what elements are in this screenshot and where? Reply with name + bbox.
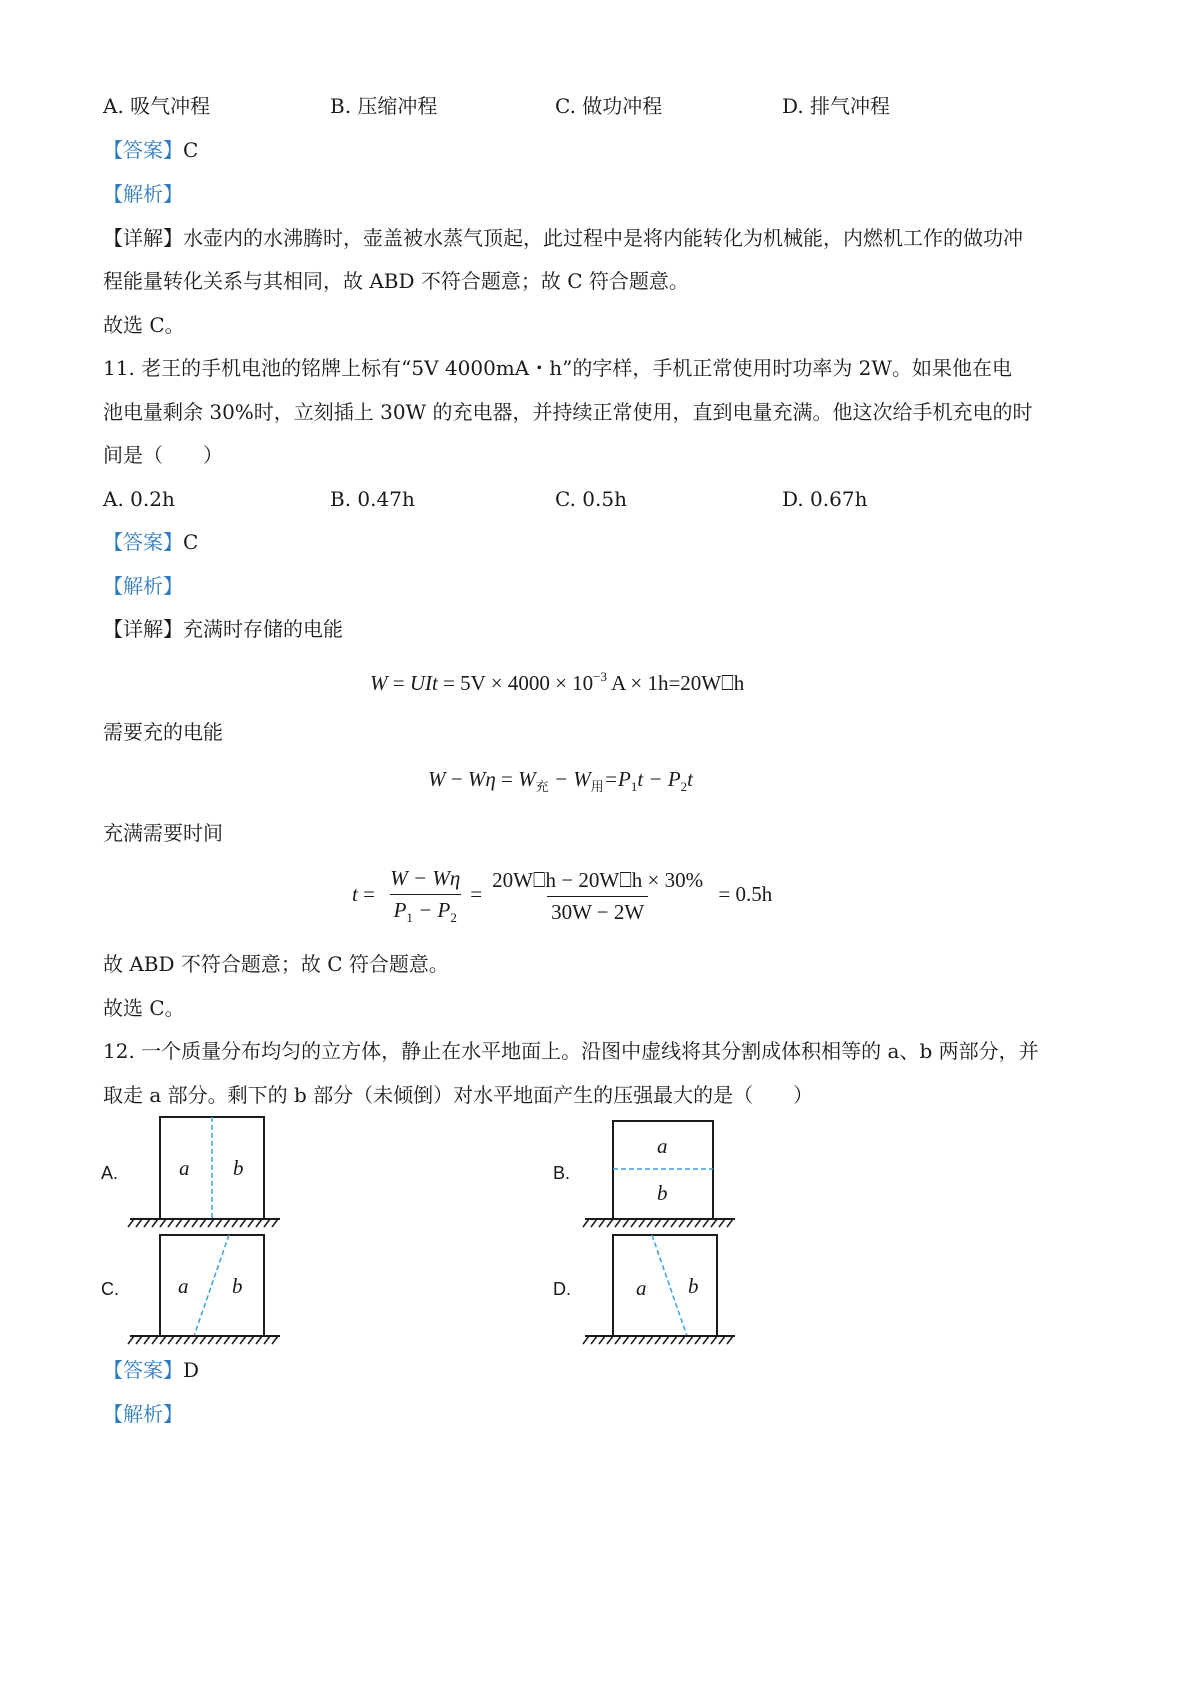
q11-detail: 【详解】充满时存储的电能 [103, 617, 343, 641]
part-b-label: b [657, 1181, 668, 1205]
q10-option-d: D. 排气冲程 [782, 94, 891, 118]
q10-conclusion: 故选 C。 [103, 313, 185, 337]
q11-option-d: D. 0.67h [782, 487, 868, 511]
equation-stored-energy: W = UIt = $5V \times 4000 \times 10^{-3}$ A × 1h=20W⎕h [370, 669, 745, 695]
q11-option-a: A. 0.2h [103, 487, 175, 511]
answer-value: C [183, 530, 199, 554]
answer-value: D [183, 1358, 200, 1382]
equation-needed-energy: $W - W\eta = W_充 - W_用=P_1t - P_2t$ [428, 767, 693, 794]
figure-c-label: C. [101, 1279, 119, 1299]
q11-answer [103, 529, 198, 555]
q12-analysis-tag: 【解析】 [103, 1402, 183, 1426]
q10-detail-line2: 程能量转化关系与其相同，故 ABD 不符合题意；故 C 符合题意。 [103, 269, 689, 293]
q12-answer [103, 1357, 199, 1383]
q12-stem-line2: 取走 a 部分。剩下的 b 部分（未倾倒）对水平地面产生的压强最大的是（ ） [103, 1083, 814, 1107]
part-a-label: a [178, 1274, 189, 1298]
q11-conclusion2: 故选 C。 [103, 996, 185, 1020]
q10-answer [103, 137, 198, 163]
q10-option-c: C. 做功冲程 [555, 94, 663, 118]
q11-analysis-tag: 【解析】 [103, 574, 183, 598]
answer-value: C [183, 138, 199, 162]
q10-detail-line1: 【详解】水壶内的水沸腾时，壶盖被水蒸气顶起，此过程中是将内能转化为机械能，内燃机工作的做功冲 [103, 226, 1023, 250]
part-b-label: b [232, 1274, 243, 1298]
part-b-label: b [233, 1156, 244, 1180]
q11-stem-line2: 池电量剩余 30%时，立刻插上 30W 的充电器，并持续正常使用，直到电量充满。他这次给手机充电的时 [103, 400, 1033, 424]
figure-b-cube [580, 1112, 740, 1232]
detail-tag: 【详解】 [103, 617, 183, 641]
figure-a-cube [125, 1112, 285, 1232]
q12-stem-line1: 12. 一个质量分布均匀的立方体，静止在水平地面上。沿图中虚线将其分割成体积相等的 a、b 两部分，并 [103, 1039, 1039, 1063]
q10-option-a: A. 吸气冲程 [103, 94, 211, 118]
q11-time-text: 充满需要时间 [103, 821, 223, 845]
figure-d-cube [580, 1228, 740, 1348]
detail-tag: 【详解】 [103, 226, 183, 250]
q11-need-text: 需要充的电能 [103, 720, 223, 744]
q11-option-c: C. 0.5h [555, 487, 627, 511]
figure-d-label: D. [553, 1279, 571, 1299]
part-a-label: a [179, 1156, 190, 1180]
part-b-label: b [688, 1274, 699, 1298]
answer-tag: 【答案】 [103, 1358, 183, 1382]
answer-tag: 【答案】 [103, 530, 183, 554]
figure-c-cube [125, 1228, 285, 1348]
answer-tag: 【答案】 [103, 138, 183, 162]
figure-b-label: B. [553, 1163, 571, 1183]
q11-stem-line3: 间是（ ） [103, 443, 223, 467]
equation-charge-time: t = $\frac{W - W\eta}{P_1 - P_2}$ = $\frac{20W⎕h - 20W⎕h \times 30\%}{30W - 2W}$ = 0.5h [352, 866, 773, 925]
q10-option-b: B. 压缩冲程 [330, 94, 438, 118]
q11-conclusion1: 故 ABD 不符合题意；故 C 符合题意。 [103, 952, 449, 976]
figure-a-label: A. [101, 1163, 119, 1183]
part-a-label: a [657, 1134, 668, 1158]
q10-analysis-tag: 【解析】 [103, 182, 183, 206]
part-a-label: a [636, 1276, 647, 1300]
q11-stem-line1: 11. 老王的手机电池的铭牌上标有“5V 4000mA・h”的字样，手机正常使用时功率为 2W。如果他在电 [103, 356, 1012, 380]
q11-option-b: B. 0.47h [330, 487, 415, 511]
